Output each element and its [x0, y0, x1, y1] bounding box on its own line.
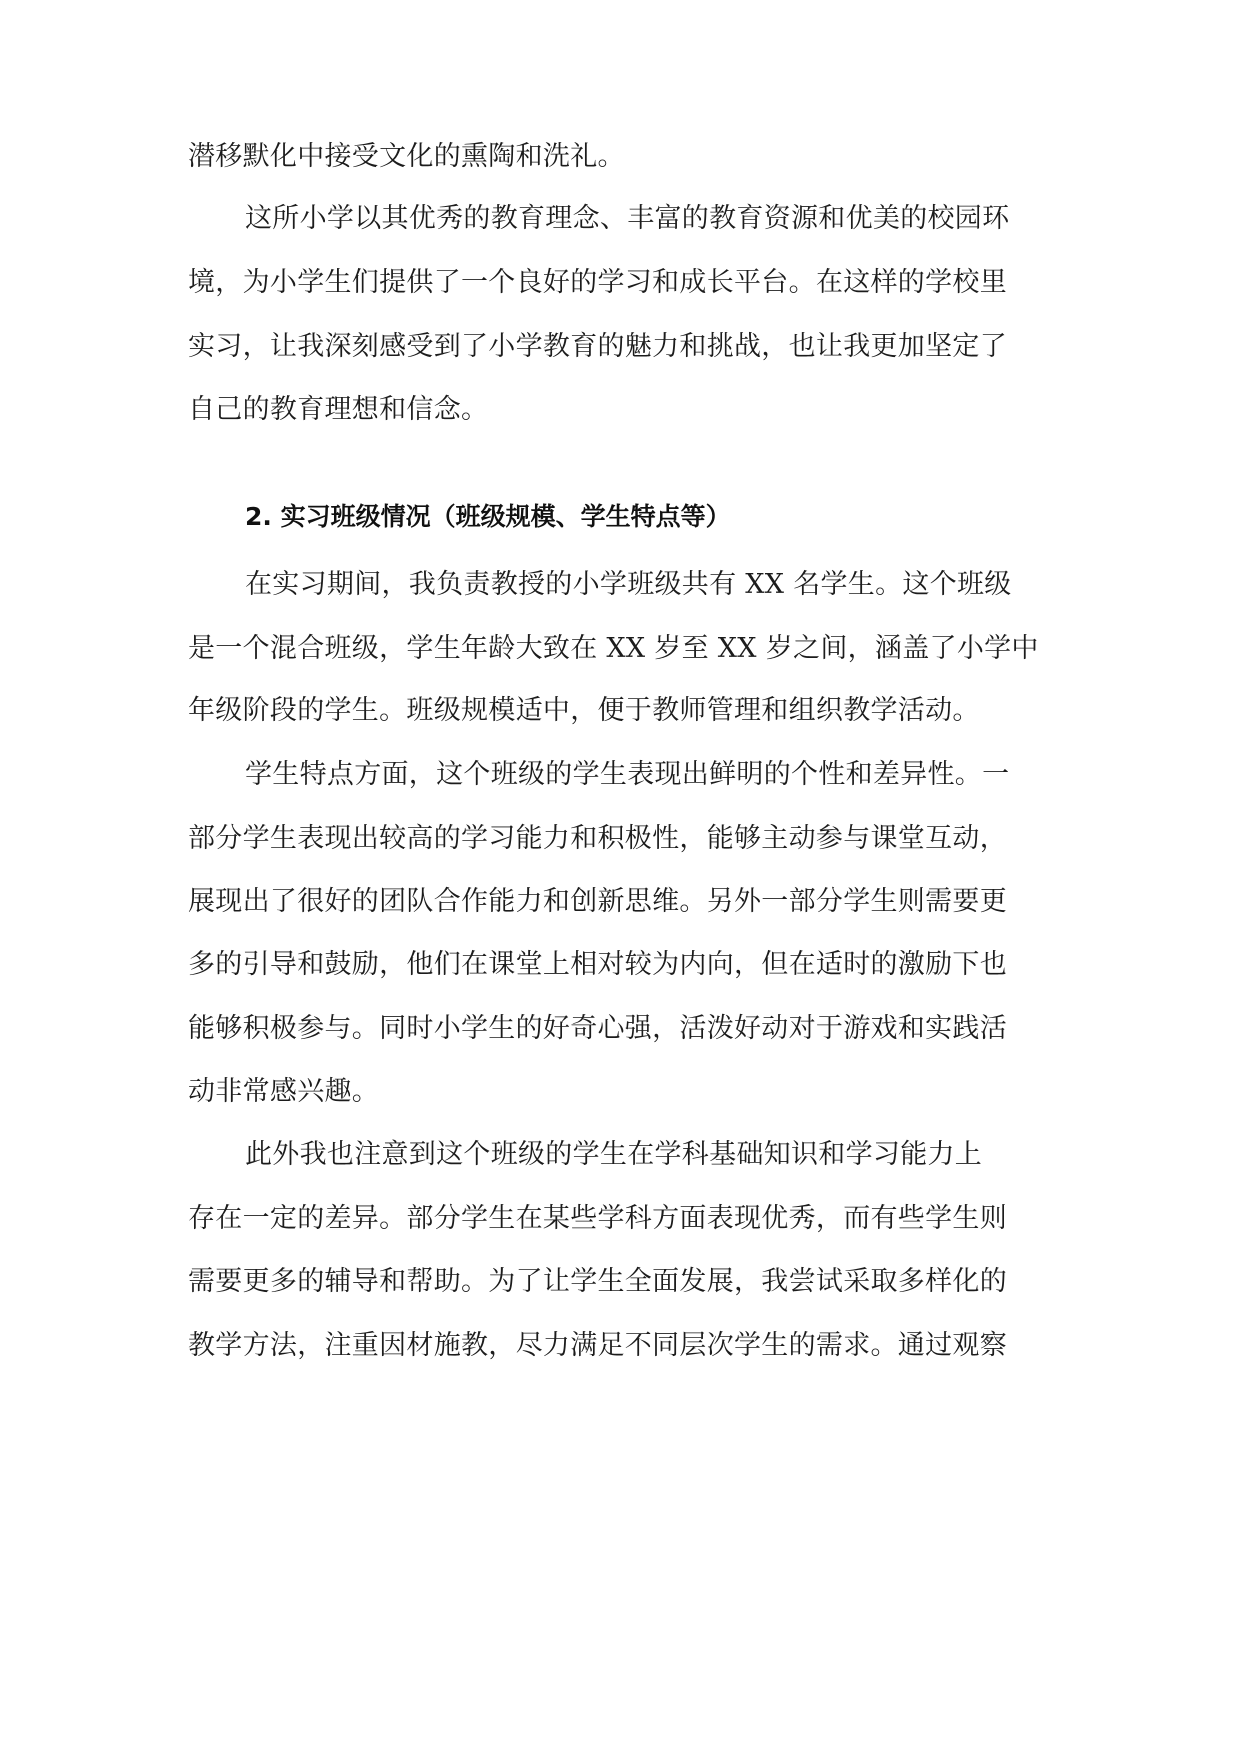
paragraph-line: 需要更多的辅导和帮助。为了让学生全面发展，我尝试采取多样化的: [188, 1266, 1007, 1297]
paragraph-line: 自己的教育理想和信念。: [188, 394, 489, 425]
paragraph-line: 潜移默化中接受文化的熏陶和洗礼。: [188, 141, 625, 172]
paragraph-line: 实习，让我深刻感受到了小学教育的魅力和挑战，也让我更加坚定了: [188, 331, 1007, 362]
paragraph-line: 境，为小学生们提供了一个良好的学习和成长平台。在这样的学校里: [188, 267, 1007, 298]
paragraph-line: 部分学生表现出较高的学习能力和积极性，能够主动参与课堂互动，: [188, 823, 1007, 854]
paragraph-line: 存在一定的差异。部分学生在某些学科方面表现优秀，而有些学生则: [188, 1203, 1007, 1234]
paragraph-line: 多的引导和鼓励，他们在课堂上相对较为内向，但在适时的激励下也: [188, 949, 1007, 980]
paragraph-line: 是一个混合班级，学生年龄大致在 XX 岁至 XX 岁之间，涵盖了小学中: [188, 633, 1039, 664]
section-heading: 2. 实习班级情况（班级规模、学生特点等）: [245, 502, 731, 531]
paragraph-line: 这所小学以其优秀的教育理念、丰富的教育资源和优美的校园环: [245, 203, 1010, 234]
paragraph-line: 教学方法，注重因材施教，尽力满足不同层次学生的需求。通过观察: [188, 1330, 1007, 1361]
paragraph-line: 学生特点方面，这个班级的学生表现出鲜明的个性和差异性。一: [245, 759, 1010, 790]
paragraph-line: 能够积极参与。同时小学生的好奇心强，活泼好动对于游戏和实践活: [188, 1013, 1007, 1044]
paragraph-line: 在实习期间，我负责教授的小学班级共有 XX 名学生。这个班级: [245, 569, 1012, 600]
paragraph-line: 此外我也注意到这个班级的学生在学科基础知识和学习能力上: [245, 1139, 983, 1170]
paragraph-line: 动非常感兴趣。: [188, 1076, 380, 1107]
paragraph-line: 展现出了很好的团队合作能力和创新思维。另外一部分学生则需要更: [188, 886, 1007, 917]
paragraph-line: 年级阶段的学生。班级规模适中，便于教师管理和组织教学活动。: [188, 695, 980, 726]
